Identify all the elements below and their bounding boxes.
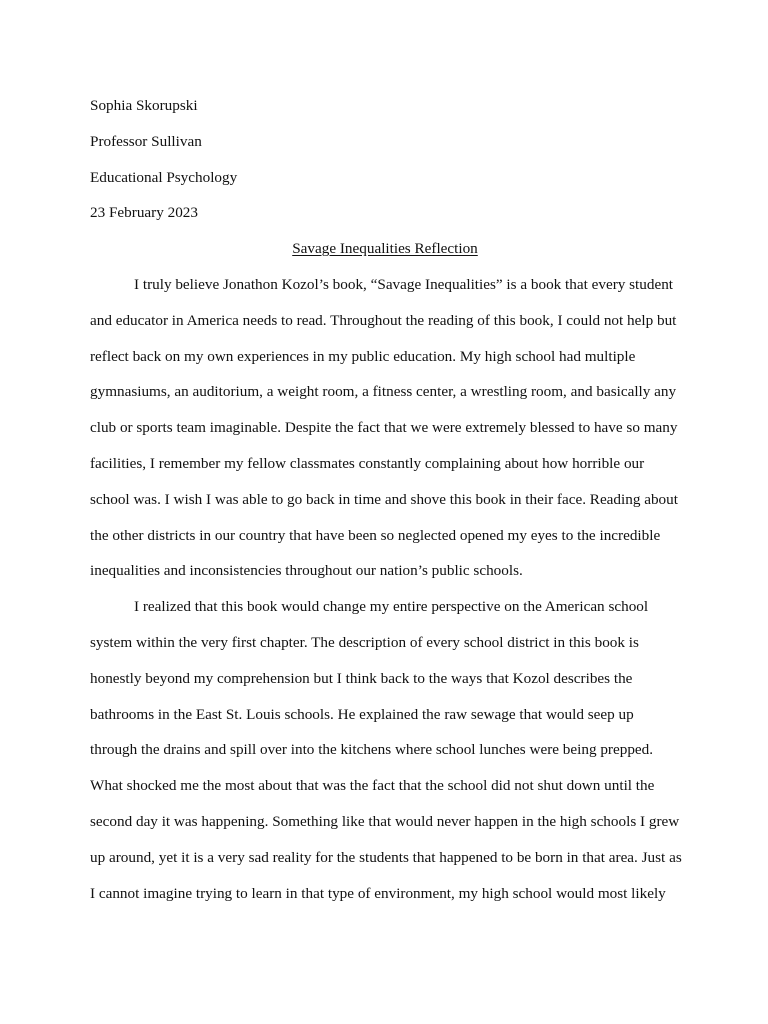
paragraph-line: gymnasiums, an auditorium, a weight room, a fitness center, a wrestling room, and basically any xyxy=(90,383,677,401)
paragraph-line: club or sports team imaginable. Despite the fact that we were extremely blessed to have so many xyxy=(90,419,678,437)
document-title: Savage Inequalities Reflection xyxy=(292,240,478,258)
paragraph-line: honestly beyond my comprehension but I think back to the ways that Kozol describes the xyxy=(90,669,633,687)
paragraph-line: the other districts in our country that have been so neglected opened my eyes to the incredible xyxy=(90,526,661,544)
paragraph-line: bathrooms in the East St. Louis schools. He explained the raw sewage that would seep up xyxy=(90,705,634,723)
document-date: 23 February 2023 xyxy=(90,204,198,222)
paragraph-line: system within the very first chapter. The description of every school district in this book is xyxy=(90,633,639,651)
professor-name: Professor Sullivan xyxy=(90,132,202,150)
paragraph-line: and educator in America needs to read. Throughout the reading of this book, I could not help but xyxy=(90,311,677,329)
author-name: Sophia Skorupski xyxy=(90,97,198,114)
paragraph-line: I realized that this book would change my entire perspective on the American school xyxy=(134,598,649,616)
paragraph-line: second day it was happening. Something like that would never happen in the high schools I grew xyxy=(90,812,680,830)
paragraph-line: through the drains and spill over into the kitchens where school lunches were being prepped. xyxy=(90,741,654,759)
paragraph-line: up around, yet it is a very sad reality for the students that happened to be born in that area. Just as xyxy=(90,848,682,866)
paragraph-2 xyxy=(90,589,680,911)
paragraph-line: I truly believe Jonathon Kozol’s book, “Savage Inequalities” is a book that every student xyxy=(134,275,674,293)
paragraph-line: facilities, I remember my fellow classmates constantly complaining about how horrible our xyxy=(90,454,645,472)
paragraph-line: reflect back on my own experiences in my public education. My high school had multiple xyxy=(90,347,636,365)
course-name: Educational Psychology xyxy=(90,168,238,186)
document-body xyxy=(90,88,680,911)
paragraph-line: school was. I wish I was able to go back in time and shove this book in their face. Reading about xyxy=(90,490,678,508)
paragraph-line: What shocked me the most about that was the fact that the school did not shut down until the xyxy=(90,777,655,795)
paragraph-line: inequalities and inconsistencies throughout our nation’s public schools. xyxy=(90,562,523,580)
paragraph-line: I cannot imagine trying to learn in that type of environment, my high school would most likely xyxy=(90,884,666,902)
paragraph-1 xyxy=(90,267,680,589)
